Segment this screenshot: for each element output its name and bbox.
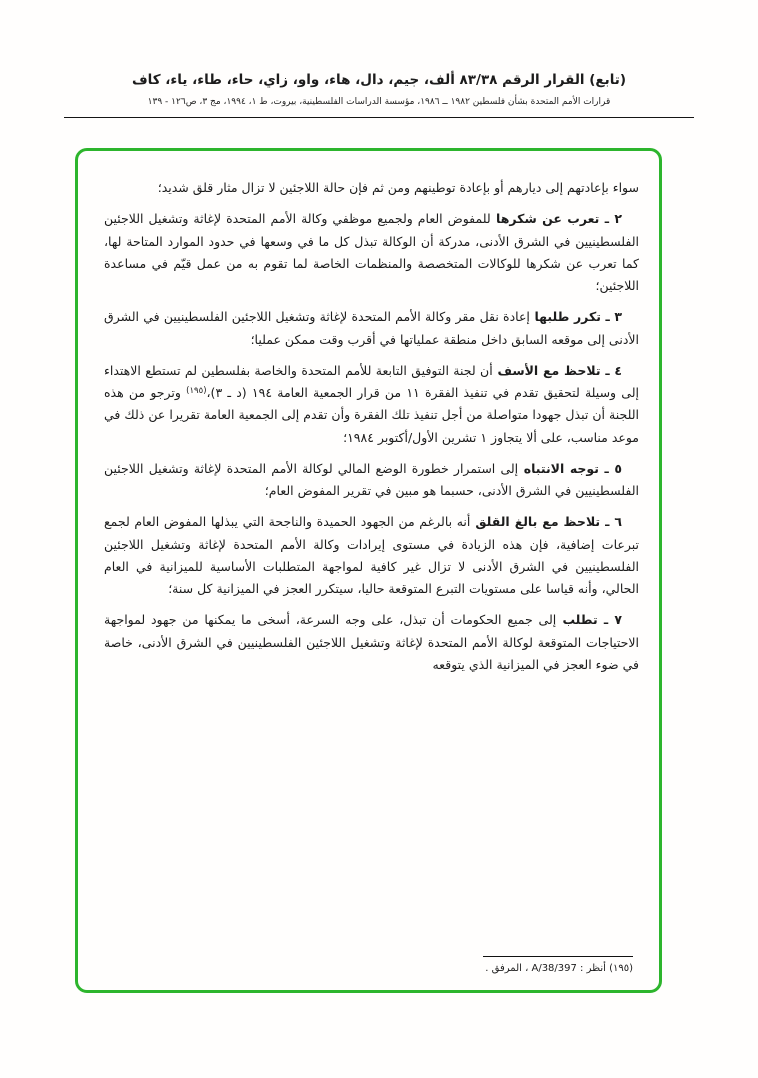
footnote-text: (١٩٥) أنظر : A/38/397 ، المرفق . <box>485 963 633 974</box>
paragraph-text: أن لجنة التوفيق التابعة للأمم المتحدة والخاصة بفلسطين لم تستطع الاهتداء إلى وسيلة لتحقيق تقدم في تنفيذ الفقرة ١١ من قرار الجمعية العامة ١٩٤ (د ـ ٣)، <box>104 362 639 400</box>
paragraph-lead: تكرر طلبها <box>529 309 601 325</box>
document-header <box>0 0 758 118</box>
paragraph-lead: تلاحظ مع بالغ القلق <box>470 514 601 530</box>
footnote <box>98 956 633 974</box>
paragraph-lead: تلاحظ مع الأسف <box>492 362 601 378</box>
footnote-divider <box>483 956 633 957</box>
paragraph-text: إلى استمرار خطورة الوضع المالي لوكالة الأمم المتحدة لإغاثة وتشغيل اللاجئين الفلسطينيين في الشرق الأدنى، حسبما هو مبين في تقرير المفوض العام؛ <box>104 460 639 498</box>
paragraph-number: ٢ ـ <box>599 211 622 227</box>
paragraph-text: وترجو من هذه اللجنة أن تبذل جهودا متواصلة من أجل تنفيذ تلك الفقرة وأن تقدم إلى الجمعية العامة تقريرا عن ذلك في موعد مناسب، على ألا يتجاوز ١ تشرين الأول/أكتوبر ١٩٨٤؛ <box>104 385 639 445</box>
header-divider <box>64 117 694 118</box>
paragraph-number: ٣ ـ <box>600 309 622 325</box>
paragraph-number: ٦ ـ <box>600 514 622 530</box>
paragraph-6 <box>104 511 639 600</box>
paragraph-text: إعادة نقل مقر وكالة الأمم المتحدة لإغاثة وتشغيل اللاجئين الفلسطينيين في الشرق الأدنى إلى موقعه السابق داخل منطقة عملياتها في أقرب وقت ممكن عمليا؛ <box>104 309 639 347</box>
paragraph-7 <box>104 609 639 676</box>
paragraph-number: ٧ ـ <box>597 612 622 628</box>
paragraph-text: للمفوض العام ولجميع موظفي وكالة الأمم المتحدة لإغاثة وتشغيل اللاجئين الفلسطينيين في الشرق الأدنى، مدركة أن الوكالة تبذل كل ما في وسعها في حدود الموارد المتاحة لها، كما تعرب عن شكرها للوكالات المتخصصة والمنظمات الخاصة لما تقوم به من عمل قيّم في مساعدة اللاجئين؛ <box>104 211 639 293</box>
paragraph-4 <box>104 360 639 449</box>
footnote-reference-marker: (١٩٥) <box>186 386 207 396</box>
paragraph-3 <box>104 306 639 351</box>
paragraph-text: إلى جميع الحكومات أن تبذل، على وجه السرعة، أسخى ما يمكنها من جهود لمواجهة الاحتياجات المتوقعة لوكالة الأمم المتحدة لإغاثة وتشغيل اللاجئين الفلسطينيين في الشرق الأدنى، خاصة في ضوء العجز في الميزانية الذي يتوقعه <box>104 612 639 672</box>
paragraph-text: أنه بالرغم من الجهود الحميدة والناجحة التي يبذلها المفوض العام لجمع تبرعات إضافية، فإن هذه الزيادة في مستوى إيرادات وكالة الأمم المتحدة لإغاثة وتشغيل اللاجئين الفلسطينيين في الشرق الأدنى لا تزال غير كافية لمواجهة المتطلبات الأساسية للميزانية في العام الحالي، وأنه قياسا على مستويات التبرع المتوقعة حاليا، سيتكرر العجز في الميزانية كل سنة؛ <box>104 514 639 596</box>
paragraph-lead: تطلب <box>556 612 598 628</box>
document-source-citation: قرارات الأمم المتحدة بشأن فلسطين ١٩٨٢ ــ ١٩٨٦، مؤسسة الدراسات الفلسطينية، بيروت، ط ١، ١٩٩٤، مج ٣، ص١٢٦ - ١٣٩ <box>147 97 611 107</box>
paragraph-5 <box>104 458 639 503</box>
content-frame <box>75 148 662 993</box>
paragraph-2 <box>104 208 639 297</box>
paragraph-continuation <box>104 177 639 199</box>
paragraph-number: ٥ ـ <box>598 460 622 476</box>
paragraph-text: سواء بإعادتهم إلى ديارهم أو بإعادة توطينهم ومن ثم فإن حالة اللاجئين لا تزال مثار قلق شديد؛ <box>157 180 639 195</box>
document-body <box>78 151 659 685</box>
paragraph-number: ٤ ـ <box>600 362 622 378</box>
paragraph-lead: تعرب عن شكرها <box>490 211 600 227</box>
paragraph-lead: توجه الانتباه <box>518 460 599 476</box>
document-title: (تابع) القرار الرقم ٨٣/٣٨ ألف، جيم، دال، هاء، واو، زاي، حاء، طاء، ياء، كاف <box>131 72 627 88</box>
